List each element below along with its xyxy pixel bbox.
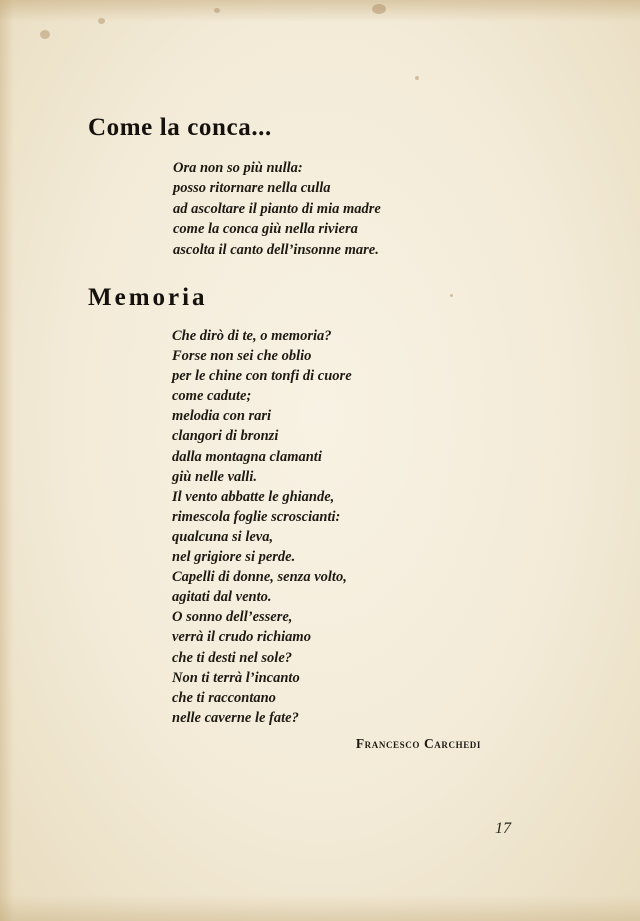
poem-line: per le chine con tonfi di cuore — [172, 368, 352, 385]
poem-line: Forse non sei che oblio — [172, 348, 312, 365]
paper-stain — [372, 4, 386, 14]
poem-line: che ti raccontano — [172, 689, 276, 706]
author-signature: Francesco Carchedi — [355, 736, 481, 751]
poem-line: ascolta il canto dell’insonne mare. — [173, 241, 379, 258]
page-edge-top — [0, 0, 640, 22]
poem-line: dalla montagna clamanti — [172, 448, 322, 465]
poem-body — [173, 158, 381, 260]
poem-line: posso ritornare nella culla — [173, 180, 331, 197]
poem-line: melodia con rari — [172, 408, 272, 425]
poem-line: Il vento abbatte le ghiande, — [172, 488, 335, 505]
poem-line: Ora non so più nulla: — [173, 160, 303, 176]
poem-line: come cadute; — [172, 388, 252, 405]
poem-line: Capelli di donne, senza volto, — [172, 569, 347, 586]
paper-stain — [214, 8, 220, 13]
paper-stain — [98, 18, 105, 24]
poem-line: verrà il crudo richiamo — [172, 629, 311, 646]
poem-line: Che dirò di te, o memoria? — [172, 328, 332, 344]
page-edge-bottom — [0, 895, 640, 921]
poem-line: come la conca giù nella riviera — [173, 221, 358, 238]
poem-line: nelle caverne le fate? — [172, 709, 299, 726]
paper-stain — [450, 294, 453, 297]
paper-stain — [415, 76, 419, 80]
poem-body — [172, 326, 352, 728]
page-number: 17 — [495, 820, 511, 837]
poem-line: rimescola foglie scroscianti: — [172, 508, 341, 525]
poem-line: ad ascoltare il pianto di mia madre — [173, 200, 381, 217]
poem-line: giù nelle valli. — [172, 468, 257, 485]
poem-line: qualcuna si leva, — [172, 528, 274, 545]
poem-line: O sonno dell’essere, — [172, 609, 293, 626]
poem-title: Come la conca... — [88, 114, 272, 141]
paper-stain — [40, 30, 50, 39]
poem-line: nel grigiore si perde. — [172, 549, 296, 566]
page-edge-left — [0, 0, 14, 921]
poem-line: clangori di bronzi — [172, 428, 279, 445]
poem-line: che ti desti nel sole? — [172, 649, 293, 666]
poem-title: Memoria — [88, 284, 208, 311]
poem-line: Non ti terrà l’incanto — [172, 669, 300, 686]
poem-line: agitati dal vento. — [172, 589, 272, 606]
